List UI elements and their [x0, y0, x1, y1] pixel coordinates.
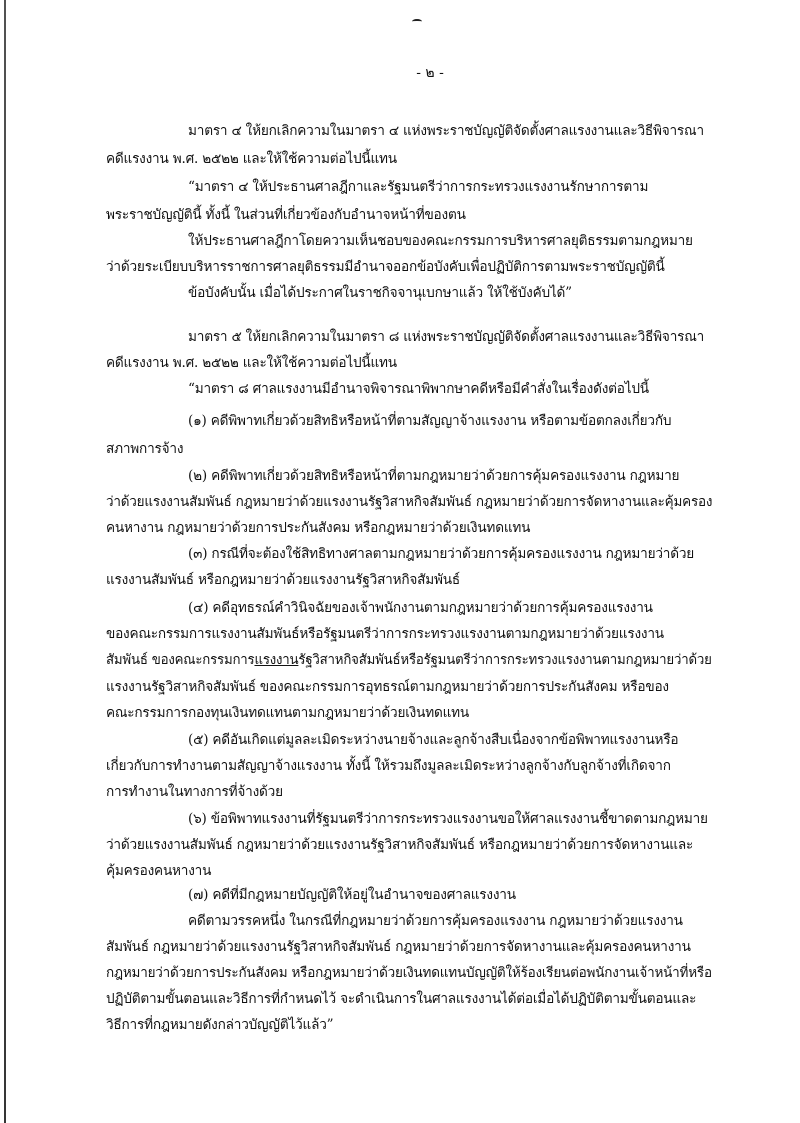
scan-dust-mark — [412, 19, 422, 24]
item1-line2: สภาพการจ้าง — [106, 441, 184, 457]
section5-intro-line1: มาตรา ๕ ให้ยกเลิกความในมาตรา ๘ แห่งพระราชบัญญัติจัดตั้งศาลแรงงานและวิธีพิจารณา — [188, 329, 705, 345]
section4-para2-line1: ให้ประธานศาลฎีกาโดยความเห็นชอบของคณะกรรมการบริหารศาลยุติธรรมตามกฎหมาย — [188, 233, 693, 249]
section8-heading: “มาตรา ๘ ศาลแรงงานมีอำนาจพิจารณาพิพากษาคดีหรือมีคำสั่งในเรื่องดังต่อไปนี้ — [188, 381, 649, 397]
item1-line1: (๑) คดีพิพาทเกี่ยวด้วยสิทธิหรือหน้าที่ตามสัญญาจ้างแรงงาน หรือตามข้อตกลงเกี่ยวกับ — [188, 413, 672, 429]
page-number: - ๒ - — [416, 65, 444, 81]
section4-para1-line1: “มาตรา ๔ ให้ประธานศาลฎีกาและรัฐมนตรีว่าการกระทรวงแรงงานรักษาการตาม — [188, 179, 649, 195]
item5-line2: เกี่ยวกับการทำงานตามสัญญาจ้างแรงงาน ทั้งนี้ ให้รวมถึงมูลละเมิดระหว่างลูกจ้างกับลูกจ้างที่เกิดจาก — [106, 758, 671, 774]
item4-line4: แรงงานรัฐวิสาหกิจสัมพันธ์ ของคณะกรรมการอุทธรณ์ตามกฎหมายว่าด้วยการประกันสังคม หรือของ — [106, 679, 669, 695]
item4-line3 — [106, 651, 712, 669]
section4-para2-line2: ว่าด้วยระเบียบบริหารราชการศาลยุติธรรมมีอำนาจออกข้อบังคับเพื่อปฏิบัติการตามพระราชบัญญัตินี้ — [106, 259, 665, 275]
item4-line3-part3: รัฐวิสาหกิจสัมพันธ์หรือรัฐมนตรีว่าการกระทรวงแรงงานตามกฎหมายว่าด้วย — [298, 652, 712, 668]
item6-line1: (๖) ข้อพิพาทแรงงานที่รัฐมนตรีว่าการกระทรวงแรงงานขอให้ศาลแรงงานชี้ขาดตามกฎหมาย — [188, 811, 708, 827]
item2-line1: (๒) คดีพิพาทเกี่ยวด้วยสิทธิหรือหน้าที่ตามกฎหมายว่าด้วยการคุ้มครองแรงงาน กฎหมาย — [188, 468, 680, 484]
section4-para1-line2: พระราชบัญญัตินี้ ทั้งนี้ ในส่วนที่เกี่ยวข้องกับอำนาจหน้าที่ของตน — [106, 207, 466, 223]
item4-line3-underlined: แรงงาน — [254, 652, 299, 668]
item6-line2: ว่าด้วยแรงงานสัมพันธ์ กฎหมายว่าด้วยแรงงานรัฐวิสาหกิจสัมพันธ์ หรือกฎหมายว่าด้วยการจัดหางานและ — [106, 837, 694, 853]
item2-line2: ว่าด้วยแรงงานสัมพันธ์ กฎหมายว่าด้วยแรงงานรัฐวิสาหกิจสัมพันธ์ กฎหมายว่าด้วยการจัดหางานและคุ้มครอง — [106, 494, 713, 510]
item5-line3: การทำงานในทางการที่จ้างด้วย — [106, 784, 283, 800]
final-para-line5: วิธีการที่กฎหมายดังกล่าวบัญญัติไว้แล้ว” — [106, 1017, 334, 1033]
item4-line5: คณะกรรมการกองทุนเงินทดแทนตามกฎหมายว่าด้วยเงินทดแทน — [106, 705, 470, 721]
item3-line2: แรงงานสัมพันธ์ หรือกฎหมายว่าด้วยแรงงานรัฐวิสาหกิจสัมพันธ์ — [106, 572, 460, 588]
section4-intro-line1: มาตรา ๔ ให้ยกเลิกความในมาตรา ๔ แห่งพระราชบัญญัติจัดตั้งศาลแรงงานและวิธีพิจารณา — [188, 123, 704, 139]
final-para-line2: สัมพันธ์ กฎหมายว่าด้วยแรงงานรัฐวิสาหกิจสัมพันธ์ กฎหมายว่าด้วยการจัดหางานและคุ้มครองคนหางาน — [106, 939, 691, 955]
final-para-line3: กฎหมายว่าด้วยการประกันสังคม หรือกฎหมายว่าด้วยเงินทดแทนบัญญัติให้ร้องเรียนต่อพนักงานเจ้าหน้าที่หรือ — [106, 965, 712, 981]
section4-intro-line2: คดีแรงงาน พ.ศ. ๒๕๒๒ และให้ใช้ความต่อไปนี้แทน — [106, 151, 397, 167]
item4-line2: ของคณะกรรมการแรงงานสัมพันธ์หรือรัฐมนตรีว่าการกระทรวงแรงงานตามกฎหมายว่าด้วยแรงงาน — [106, 626, 664, 642]
item3-line1: (๓) กรณีที่จะต้องใช้สิทธิทางศาลตามกฎหมายว่าด้วยการคุ้มครองแรงงาน กฎหมายว่าด้วย — [188, 546, 695, 562]
item4-line1: (๔) คดีอุทธรณ์คำวินิจฉัยของเจ้าพนักงานตามกฎหมายว่าด้วยการคุ้มครองแรงงาน — [188, 600, 653, 616]
scan-edge-mark — [4, 0, 6, 1123]
section4-para2-line3: ข้อบังคับนั้น เมื่อได้ประกาศในราชกิจจานุเบกษาแล้ว ให้ใช้บังคับได้” — [188, 285, 572, 301]
section5-intro-line2: คดีแรงงาน พ.ศ. ๒๕๒๒ และให้ใช้ความต่อไปนี้แทน — [106, 355, 397, 371]
item7-line1: (๗) คดีที่มีกฎหมายบัญญัติให้อยู่ในอำนาจของศาลแรงงาน — [188, 887, 516, 903]
final-para-line4: ปฏิบัติตามขั้นตอนและวิธีการที่กำหนดไว้ จะดำเนินการในศาลแรงงานได้ต่อเมื่อได้ปฏิบัติตามขั้นตอนและ — [106, 991, 697, 1007]
final-para-line1: คดีตามวรรคหนึ่ง ในกรณีที่กฎหมายว่าด้วยการคุ้มครองแรงงาน กฎหมายว่าด้วยแรงงาน — [188, 913, 683, 929]
item6-line3: คุ้มครองคนหางาน — [106, 863, 212, 879]
item4-line3-part1: สัมพันธ์ ของคณะกรรมการ — [106, 652, 255, 668]
item5-line1: (๕) คดีอันเกิดแต่มูลละเมิดระหว่างนายจ้างและลูกจ้างสืบเนื่องจากข้อพิพาทแรงงานหรือ — [188, 732, 679, 748]
item2-line3: คนหางาน กฎหมายว่าด้วยการประกันสังคม หรือกฎหมายว่าด้วยเงินทดแทน — [106, 520, 531, 536]
